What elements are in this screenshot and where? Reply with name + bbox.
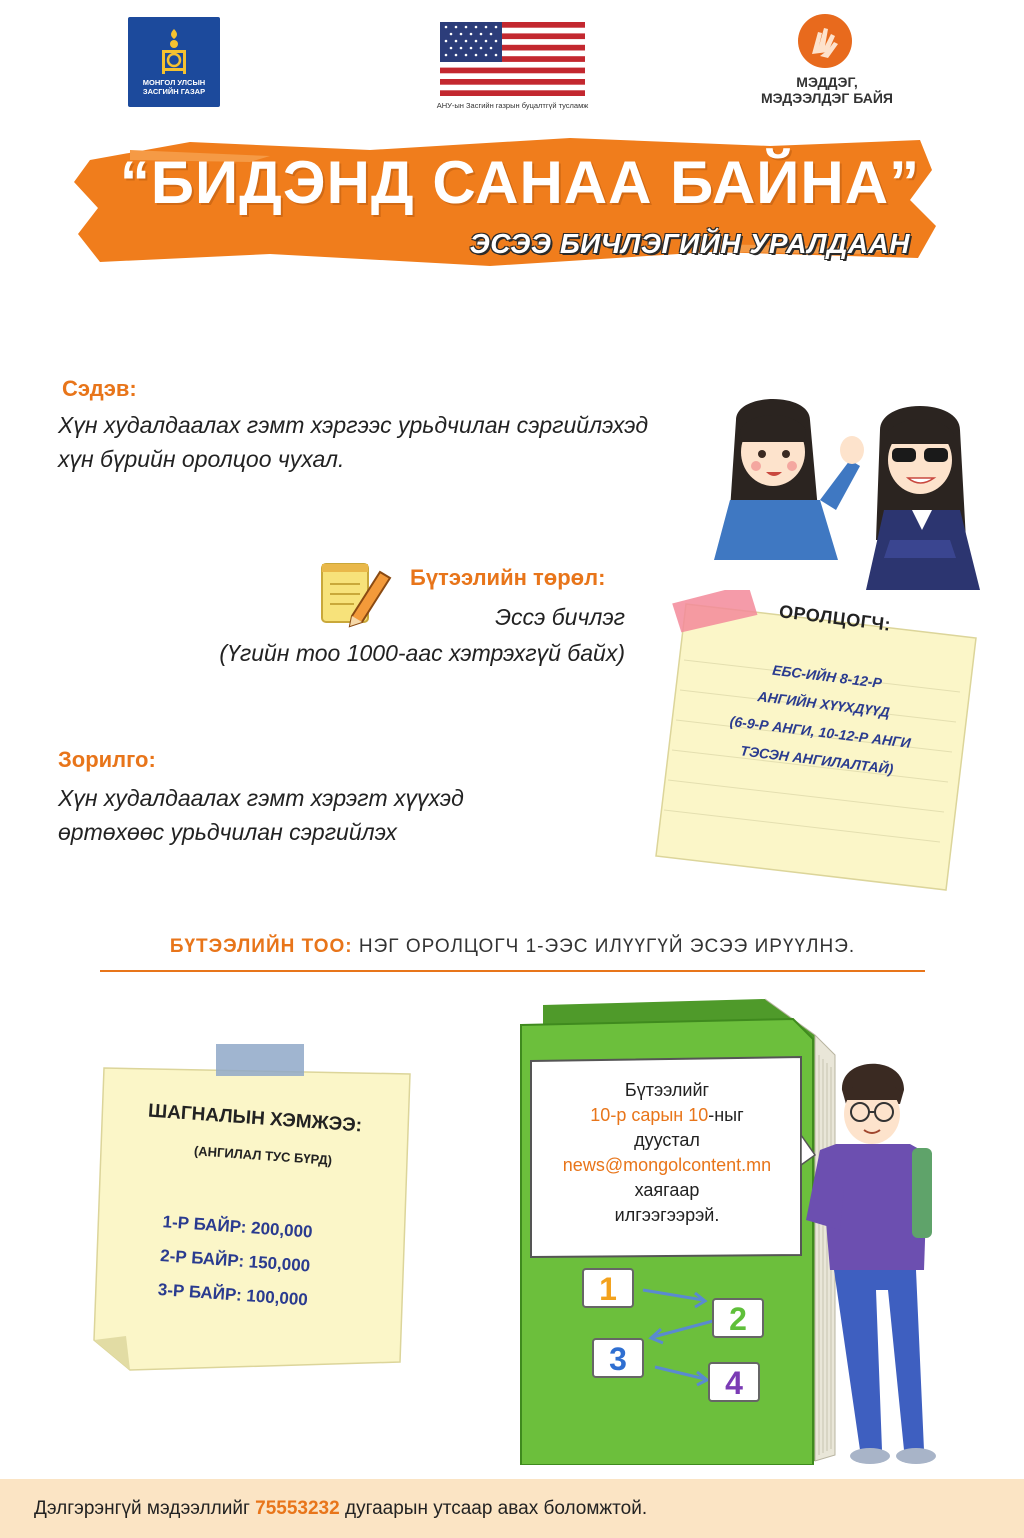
submission-line: Бүтээлийг: [624, 1080, 710, 1100]
topic-line: хүн бүрийн оролцоо чухал.: [58, 446, 345, 472]
divider: [100, 970, 925, 972]
soyombo-icon: [160, 27, 188, 79]
step-tile-3: 3: [592, 1338, 644, 1378]
prize-item: 2-Р БАЙР: 150,000: [159, 1246, 311, 1276]
step-tile-2: 2: [712, 1298, 764, 1338]
page-subtitle: ЭСЭЭ БИЧЛЭГИЙН УРАЛДААН: [469, 228, 910, 259]
submission-info: [532, 1078, 802, 1228]
deadline-date: 10-р сарын 10: [590, 1105, 709, 1125]
notepad-pencil-icon: [318, 558, 394, 628]
topic-text: [58, 408, 738, 476]
prize-list: [157, 1205, 364, 1321]
footer-contact: [34, 1498, 647, 1520]
submission-line: илгээгээрэй.: [614, 1205, 720, 1225]
submission-line: дуустал: [634, 1130, 700, 1150]
prize-note: [88, 1040, 418, 1380]
participant-line: АНГИЙН ХҮҮХДҮҮД: [756, 688, 891, 721]
work-type-label: Бүтээлийн төрөл:: [410, 565, 606, 590]
work-type-text: Эссэ бичлэг: [495, 604, 625, 630]
meddeg-logo: [752, 14, 902, 106]
submission-count-text: НЭГ ОРОЛЦОГЧ 1-ЭЭС ИЛҮҮГҮЙ ЭСЭЭ ИРҮҮЛНЭ.: [358, 936, 856, 957]
prize-title: ШАГНАЛЫН ХЭМЖЭЭ:: [147, 1100, 363, 1137]
goal-text: [58, 781, 618, 849]
topic-label: Сэдэв:: [62, 376, 137, 401]
goal-line: Хүн худалдаалах гэмт хэрэгт хүүхэд: [58, 785, 464, 811]
submission-count-label: БҮТЭЭЛИЙН ТОО:: [169, 936, 353, 957]
prize-item: 3-Р БАЙР: 100,000: [157, 1279, 309, 1310]
phone-number[interactable]: 75553232: [255, 1498, 340, 1519]
prize-item: 1-Р БАЙР: 200,000: [161, 1212, 314, 1242]
participant-line: ЕБС-ИЙН 8-12-Р: [771, 661, 883, 691]
email-link[interactable]: news@mongolcontent.mn: [562, 1155, 772, 1175]
deadline-suffix: -ныг: [708, 1105, 744, 1125]
mongolia-logo-text: МОНГОЛ УЛСЫН ЗАСГИЙН ГАЗАР: [142, 78, 206, 96]
boy-illustration: [800, 1050, 940, 1470]
topic-line: Хүн худалдаалах гэмт хэргээс урьдчилан сэргийлэхэд: [58, 412, 649, 438]
word-limit-text: (Үгийн тоо 1000-аас хэтрэхгүй байх): [219, 640, 625, 666]
footer-prefix: Дэлгэрэнгүй мэдээллийг: [34, 1498, 250, 1519]
participant-line: ТЭСЭН АНГИЛАЛТАЙ): [739, 742, 895, 778]
goal-label: Зорилго:: [58, 747, 156, 772]
meddeg-logo-line2: МЭДЭЭЛДЭГ БАЙЯ: [761, 90, 893, 106]
participant-title: ОРОЛЦОГЧ:: [778, 601, 893, 635]
footer-suffix: дугаарын утсаар авах боломжтой.: [344, 1498, 648, 1519]
participant-line: (6-9-Р АНГИ, 10-12-Р АНГИ: [728, 712, 912, 751]
two-girls-illustration: [700, 390, 1000, 610]
step-tile-1: 1: [582, 1268, 634, 1308]
step-tile-4: 4: [708, 1362, 760, 1402]
page-title: “БИДЭНД САНАА БАЙНА”: [119, 149, 921, 216]
mongolia-government-logo: [128, 17, 220, 107]
us-aid-caption: АНУ-ын Засгийн газрын буцалтгүй тусламж: [436, 101, 589, 110]
us-flag-icon: [440, 22, 585, 96]
goal-line: өртөхөөс урьдчилан сэргийлэх: [58, 819, 397, 845]
submission-line: хаягаар: [634, 1180, 700, 1200]
submission-count: [100, 936, 925, 958]
meddeg-logo-line1: МЭДДЭГ,: [796, 74, 858, 90]
prize-subtitle: (АНГИЛАЛ ТУС БҮРД): [193, 1143, 333, 1168]
raised-hands-icon: [798, 14, 852, 68]
